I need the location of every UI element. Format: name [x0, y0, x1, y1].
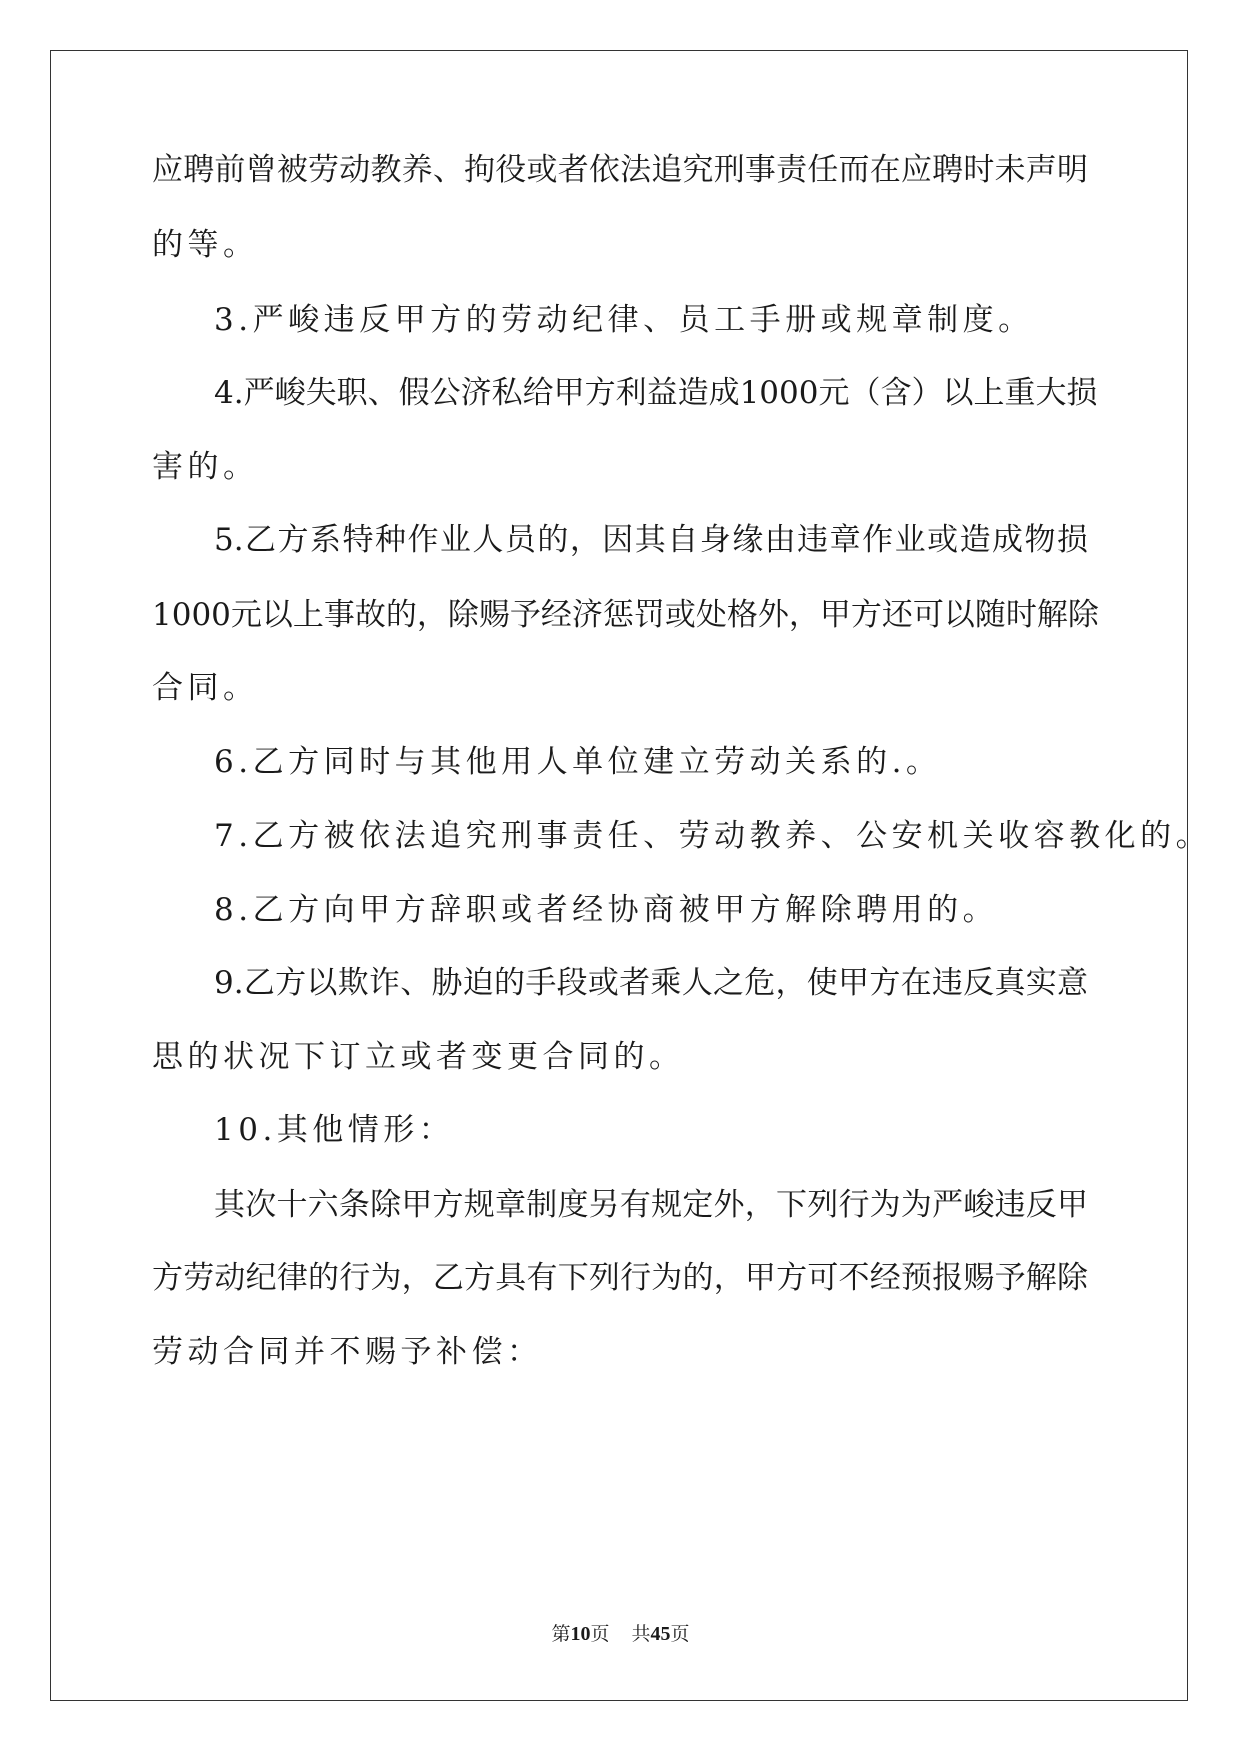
text-line: 5.乙方系特种作业人员的，因其自身缘由违章作业或造成物损	[214, 522, 1088, 558]
text-line: 10.其他情形：	[214, 1112, 455, 1148]
text-line: 7.乙方被依法追究刑事责任、劳动教养、公安机关收容教化的。	[214, 818, 1212, 854]
page-prefix: 第	[551, 1623, 571, 1645]
text-line: 方劳动纪律的行为，乙方具有下列行为的，甲方可不经预报赐予解除	[152, 1260, 1088, 1296]
text-line: 思的状况下订立或者变更合同的。	[152, 1039, 685, 1075]
page-footer	[0, 1622, 1241, 1646]
text-line: 6.乙方同时与其他用人单位建立劳动关系的.。	[214, 744, 942, 780]
text-line: 4.严峻失职、假公济私给甲方利益造成1000元（含）以上重大损	[214, 375, 1098, 411]
page-total: 45	[650, 1623, 671, 1645]
total-suffix: 页	[670, 1623, 690, 1645]
page-border	[50, 50, 1212, 1701]
text-line: 9.乙方以欺诈、胁迫的手段或者乘人之危，使甲方在违反真实意	[214, 965, 1088, 1001]
text-line: 的等。	[152, 227, 259, 263]
text-line: 合同。	[152, 670, 259, 706]
text-line: 其次十六条除甲方规章制度另有规定外，下列行为为严峻违反甲	[214, 1187, 1088, 1223]
text-line: 害的。	[152, 449, 259, 485]
page-suffix: 页	[590, 1623, 610, 1645]
text-line: 3.严峻违反甲方的劳动纪律、员工手册或规章制度。	[214, 302, 1034, 338]
text-line: 应聘前曾被劳动教养、拘役或者依法追究刑事责任而在应聘时未声明	[152, 152, 1088, 188]
total-prefix: 共	[631, 1623, 651, 1645]
text-line: 1000元以上事故的，除赐予经济惩罚或处格外，甲方还可以随时解除	[152, 597, 1099, 633]
text-line: 劳动合同并不赐予补偿：	[152, 1334, 543, 1370]
text-line: 8.乙方向甲方辞职或者经协商被甲方解除聘用的。	[214, 892, 999, 928]
page-number: 10	[570, 1623, 591, 1645]
